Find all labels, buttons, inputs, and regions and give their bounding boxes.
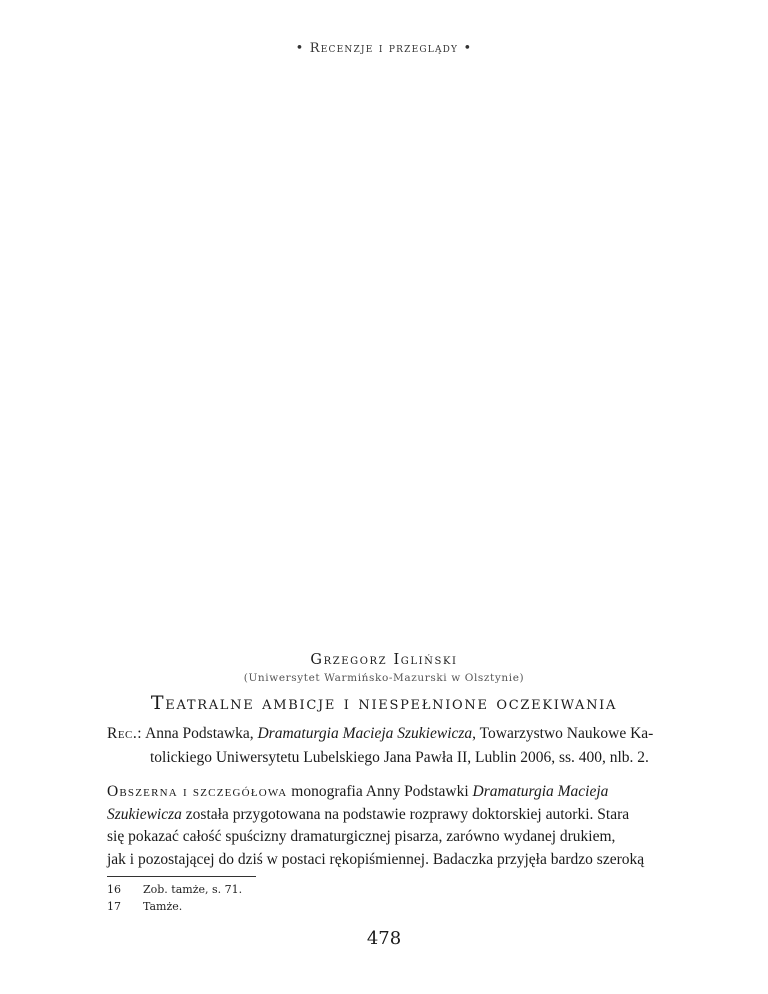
reviewed-book-author: Anna Podstawka,	[145, 725, 254, 742]
body-line-2-text: została przygotowana na podstawie rozprawy doktorskiej autorki. Stara	[181, 805, 630, 823]
page-number: 478	[366, 928, 402, 949]
review-reference-line1	[107, 722, 663, 746]
review-reference	[107, 722, 663, 770]
body-line-1-text: monografia Anny Podstawki	[287, 783, 473, 800]
review-prefix: Rec.:	[107, 725, 143, 742]
body-line-3: się pokazać całość spuścizny dramaturgicznej pisarza, zarówno wydanej drukiem,	[107, 828, 616, 845]
book-title-italic-1: Dramaturgia Macieja	[472, 783, 609, 800]
body-line-2	[107, 804, 663, 827]
footnote-separator	[107, 876, 256, 877]
book-title-italic-2: Szukiewicza	[107, 805, 182, 823]
footnote-text: Tamże.	[143, 900, 183, 913]
footnote-text: Zob. tamże, s. 71.	[143, 883, 243, 896]
footnote	[107, 883, 242, 896]
author-affiliation: (Uniwersytet Warmińsko-Mazurski w Olsztynie)	[243, 672, 525, 684]
author-name: Grzegorz Igliński	[310, 652, 458, 668]
body-line-4: jak i pozostającej do dziś w postaci rękopiśmiennej. Badaczka przyjęła bardzo szeroką	[107, 850, 645, 868]
body-paragraph	[107, 781, 663, 871]
reviewed-book-title: Dramaturgia Macieja Szukiewicza	[257, 725, 473, 742]
footnote-number: 17	[107, 900, 121, 913]
footnote	[107, 900, 182, 913]
article-title: Teatralne ambicje i niespełnione oczekiwania	[150, 692, 618, 714]
footnote-number: 16	[107, 883, 121, 896]
lead-in: Obszerna i szczegółowa	[107, 783, 288, 800]
review-publisher-part2: tolickiego Uniwersytetu Lubelskiego Jana Pawła II, Lublin 2006, ss. 400, nlb. 2.	[150, 749, 649, 766]
review-publisher-part1: , Towarzystwo Naukowe Ka-	[472, 725, 654, 742]
running-head: • Recenzje i przeglądy •	[295, 41, 473, 56]
body-line-1	[107, 781, 663, 804]
